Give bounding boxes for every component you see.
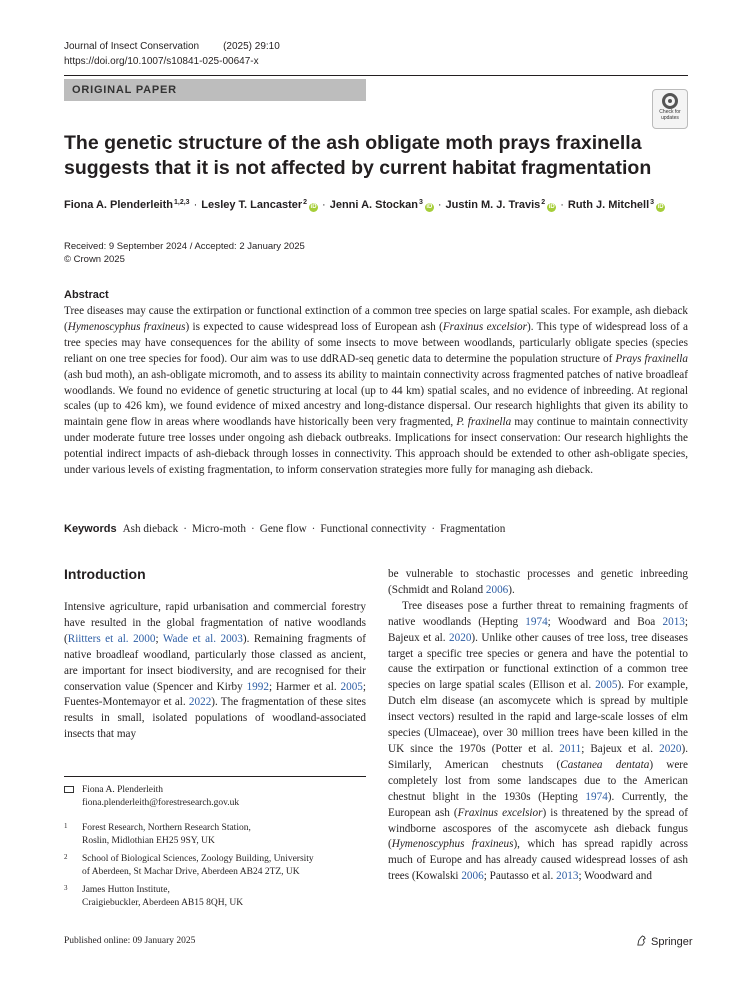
keyword: Micro-moth (191, 523, 247, 535)
author[interactable]: Ruth J. Mitchell$^3$iD (567, 199, 664, 211)
citation-link[interactable]: Wade et al. 2003 (162, 632, 243, 645)
citation-link[interactable]: 2006 (485, 583, 509, 596)
keyword: Fragmentation (440, 523, 506, 535)
footnote-divider (64, 776, 366, 777)
journal-name: Journal of Insect Conservation (64, 41, 200, 52)
keywords-label: Keywords (64, 523, 117, 535)
author[interactable]: Justin M. J. Travis$^2$iD (445, 199, 555, 211)
author[interactable]: Fiona A. Plenderleith$^{1,2,3}$ (64, 199, 190, 211)
paper-type-banner: ORIGINAL PAPER (64, 79, 366, 101)
received-accepted: Received: 9 September 2024 / Accepted: 2 January 2025 (64, 241, 305, 252)
intro-paragraph: Tree diseases pose a further threat to remaining fragments of native woodlands (Hepting 1974; Woodward and Boa 2013; Bajeux et al. 2020). Unlike other causes of tree loss, tree diseases target a specific tree species or genera and have the potential to cause the extirpation or functional extinction of a common tree species on large spatial scales (Ellison et al. 2005). For example, Dutch elm disease (an ascomycete which is spread by multiple insect vectors) resulted in the rapid and large-scale losses of elm species (Ulmaceae), over 30 million trees have been killed in the UK since the 1970s (Potter et al. 2011; Bajeux et al. 2020). Similarly, American chestnuts (Castanea dentata) were completely lost from some landscapes due to the American chestnut blight in the 1930s (Hepting 1974). Currently, the European ash (Fraxinus excelsior) is threatened by the spread of windborne ascospores of the ascomycete ash dieback fungus (Hymenoscyphus fraxineus), which has spread rapidly across much of Europe and has already caused widespread losses of ash trees (Kowalski 2006; Pautasso et al. 2013; Woodward and (388, 599, 689, 883)
introduction-heading: Introduction (64, 566, 146, 582)
affiliation: 1 Forest Research, Northern Research Station, Roslin, Midlothian EH25 9SY, UK (64, 822, 251, 846)
orcid-icon[interactable]: iD (548, 204, 555, 210)
corresponding-name: Fiona A. Plenderleith (82, 785, 164, 795)
citation-link[interactable]: 2020 (449, 631, 472, 644)
corresponding-author (64, 784, 239, 810)
check-updates-line1: Check for (659, 109, 681, 115)
keyword: Ash dieback (122, 523, 179, 535)
affiliation: 2 School of Biological Sciences, Zoology Building, University of Aberdeen, St Machar Drive, Aberdeen AB24 2TZ, UK (64, 853, 314, 877)
title-line-2: suggests that it is not affected by current habitat fragmentation (64, 157, 652, 179)
check-for-updates-badge[interactable] (652, 89, 688, 129)
article-title (64, 131, 664, 181)
publisher-logo (636, 935, 693, 948)
citation-link[interactable]: 2022 (188, 696, 212, 709)
keywords: Keywords Ash dieback · Micro-moth · Gene flow · Functional connectivity · Fragmentation (64, 523, 506, 535)
intro-paragraph: Intensive agriculture, rapid urbanisation and commercial forestry have resulted in the global fragmentation of native woodlands (Riitters et al. 2000; Wade et al. 2003). Remaining fragments of native broadleaf woodland, particularly those classed as ancient, are important for insect biodiversity, and are recognised for their conservation value (Spencer and Kirby 1992; Harmer et al. 2005; Fuentes-Montemayor et al. 2022). The fragmentation of these sites results in small, isolated populations of woodland-associated insects that may (64, 601, 366, 741)
author-list: Fiona A. Plenderleith$^{1,2,3}$ · Lesley T. Lancaster$^2$iD · Jenni A. Stockan$^3$iD · Justin M. J. Travis$^2$iD · Ruth J. Mitchell$^3$iD (64, 199, 664, 211)
journal-header (64, 41, 280, 52)
article-dates (64, 240, 305, 266)
keyword: Functional connectivity (320, 523, 427, 535)
citation-link[interactable]: 2013 (556, 870, 579, 883)
citation-link[interactable]: 1992 (246, 680, 269, 693)
citation-link[interactable]: 2005 (595, 679, 618, 692)
publisher-name: Springer (651, 936, 693, 948)
intro-left-column (64, 600, 366, 743)
published-online: Published online: 09 January 2025 (64, 936, 196, 946)
citation-link[interactable]: 2005 (340, 680, 363, 693)
check-updates-line2: updates (661, 114, 679, 121)
citation-link[interactable]: 1974 (525, 615, 548, 628)
citation-link[interactable]: 2006 (461, 870, 484, 883)
envelope-icon (64, 786, 74, 793)
springer-horse-icon (636, 935, 647, 946)
author[interactable]: Jenni A. Stockan$^3$iD (329, 199, 433, 211)
abstract-text: Tree diseases may cause the extirpation or functional extinction of a common tree species on large spatial scales. For example, ash dieback (Hymenoscyphus fraxineus) is expected to cause widespread loss of European ash (Fraxinus excelsior). This type of widespread loss of a tree species may have consequences for the ability of some insects to move between woodlands, particularly obligate species (species reliant on one tree species for food). Our aim was to use ddRAD-seq genetic data to determine the population structure of Prays fraxinella (ash bud moth), an ash-obligate micromoth, and to assess its ability to maintain connectivity across fragmented patches of native broadleaf woodlands. We found no evidence of genetic structuring at local (up to 44 km) spatial scales, and no evidence of inbreeding. At regional scales (up to 426 km), we found evidence of mixed ancestry and long-distance dispersal. Our research highlights that given its ability to maintain gene flow in areas where woodlands have historically been very fragmented, P. fraxinella may continue to maintain connectivity under moderate future tree losses under ongoing ash dieback outbreaks. Implications for insect conservation: Our research highlights the potential indirect impacts of ash-dieback through losses in connectivity. This approach should be extended to other ash-obligate species, under various levels of existing fragmentation, to inform conservation strategies more fully for managing ash dieback. (64, 305, 689, 477)
doi-link[interactable]: https://doi.org/10.1007/s10841-025-00647-x (64, 56, 259, 67)
title-line-1: The genetic structure of the ash obligate moth prays fraxinella (64, 132, 642, 154)
citation-link[interactable]: 2020 (659, 742, 682, 755)
author[interactable]: Lesley T. Lancaster$^2$iD (201, 199, 317, 211)
citation-link[interactable]: Riitters et al. 2000 (67, 632, 156, 645)
abstract-heading: Abstract (64, 289, 109, 301)
header-divider (64, 75, 688, 76)
orcid-icon[interactable]: iD (657, 204, 664, 210)
copyright: © Crown 2025 (64, 254, 125, 265)
intro-right-column (388, 567, 688, 885)
intro-paragraph: be vulnerable to stochastic processes and genetic inbreeding (Schmidt and Roland 2006). (388, 568, 688, 596)
corresponding-email[interactable]: fiona.plenderleith@forestresearch.gov.uk (82, 798, 240, 808)
citation-link[interactable]: 2011 (559, 742, 582, 755)
keyword: Gene flow (259, 523, 307, 535)
citation-link[interactable]: 1974 (585, 790, 608, 803)
affiliation: 3 James Hutton Institute, Craigiebuckler, Aberdeen AB15 8QH, UK (64, 884, 244, 908)
orcid-icon[interactable]: iD (310, 204, 317, 210)
citation-link[interactable]: 2013 (662, 615, 685, 628)
journal-citation: (2025) 29:10 (223, 41, 280, 52)
orcid-icon[interactable]: iD (426, 204, 433, 210)
crossmark-icon (662, 93, 678, 109)
